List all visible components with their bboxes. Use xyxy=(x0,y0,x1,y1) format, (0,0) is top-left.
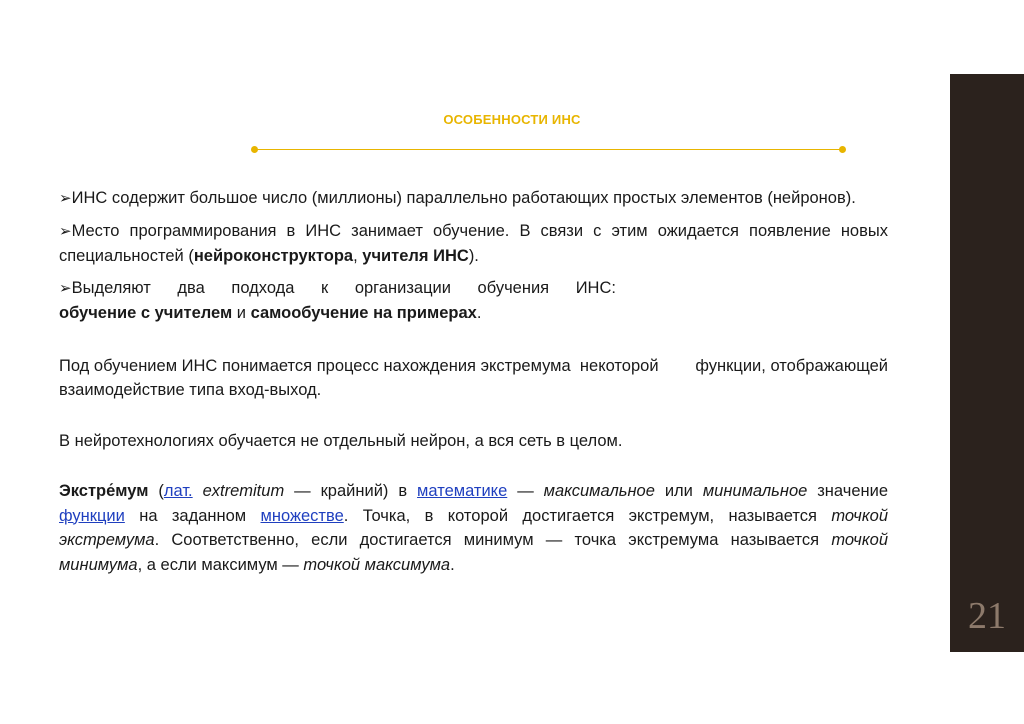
definition-italic: точкой экстремума xyxy=(59,506,888,549)
bullet-3-bold-2: самообучение на примерах xyxy=(250,304,477,322)
bullet-3-mid: и xyxy=(232,304,251,322)
underline-left-dot xyxy=(251,146,258,153)
paragraph-2: В нейротехнологиях обучается не отдельный нейрон, а вся сеть в целом. xyxy=(59,431,623,450)
definition-text: — крайний) в xyxy=(284,482,418,500)
paragraph-1: Под обучением ИНС понимается процесс нахождения экстремума некоторой функции, отображающей взаимодействие типа вход-выход. xyxy=(59,356,898,399)
link-set[interactable]: множестве xyxy=(260,506,344,525)
title-underline xyxy=(254,149,844,150)
spacer xyxy=(59,326,888,354)
bullet-3-text: Выделяют два подхода к организации обучения ИНС: xyxy=(71,278,616,297)
bullet-3-bold-1: обучение с учителем xyxy=(59,304,233,322)
definition-text: значение xyxy=(807,482,889,500)
definition-text: . xyxy=(450,555,455,574)
slide-content xyxy=(59,186,898,577)
link-lat[interactable]: лат. xyxy=(163,482,193,500)
spacer xyxy=(59,403,888,429)
definition-text: или xyxy=(654,482,703,500)
bullet-3 xyxy=(59,276,644,302)
definition-term: Экстре́мум xyxy=(59,482,149,500)
link-math[interactable]: математике xyxy=(417,482,508,500)
bullet-2-bold-1: нейроконструктора xyxy=(193,247,354,265)
definition-latin: extremitum xyxy=(192,482,285,500)
definition-italic: максимальное xyxy=(543,482,655,500)
definition-italic: точкой минимума xyxy=(59,531,888,574)
definition-text: . Точка, в которой достигается экстремум, называется xyxy=(343,506,832,525)
bullet-3-line-2 xyxy=(59,301,888,326)
definition-italic: точкой максимума xyxy=(303,555,451,574)
bullet-2-end: ). xyxy=(468,247,479,265)
arrow-bullet-icon: ➢ xyxy=(59,222,72,240)
side-bar xyxy=(950,74,1024,652)
definition-text: на заданном xyxy=(124,506,261,525)
definition-text: . Соответственно, если достигается минимум — точка экстремума называется xyxy=(154,531,832,549)
link-function[interactable]: функции xyxy=(59,506,125,525)
bullet-1 xyxy=(59,186,888,212)
definition-open: ( xyxy=(148,482,164,500)
arrow-bullet-icon: ➢ xyxy=(59,279,72,297)
underline-right-dot xyxy=(839,146,846,153)
definition-italic: минимальное xyxy=(702,482,808,500)
definition-text: — xyxy=(507,482,544,500)
slide-title: ОСОБЕННОСТИ ИНС xyxy=(443,112,581,127)
bullet-2-text: Место программирования в ИНС занимает обучение. В связи с этим ожидается появление новых специальностей ( xyxy=(59,221,888,265)
arrow-bullet-icon: ➢ xyxy=(59,190,72,207)
bullet-2-bold-2: учителя ИНС xyxy=(362,247,469,265)
definition-paragraph xyxy=(59,479,888,577)
spacer xyxy=(59,453,888,479)
bullet-1-text: ИНС содержит большое число (миллионы) параллельно работающих простых элементов (нейронов). xyxy=(71,189,856,207)
definition-text: , а если максимум — xyxy=(137,555,304,574)
bullet-3-end: . xyxy=(476,304,482,322)
bullet-2-sep: , xyxy=(353,247,363,265)
page-number: 21 xyxy=(968,595,1006,637)
bullet-2 xyxy=(59,219,888,269)
